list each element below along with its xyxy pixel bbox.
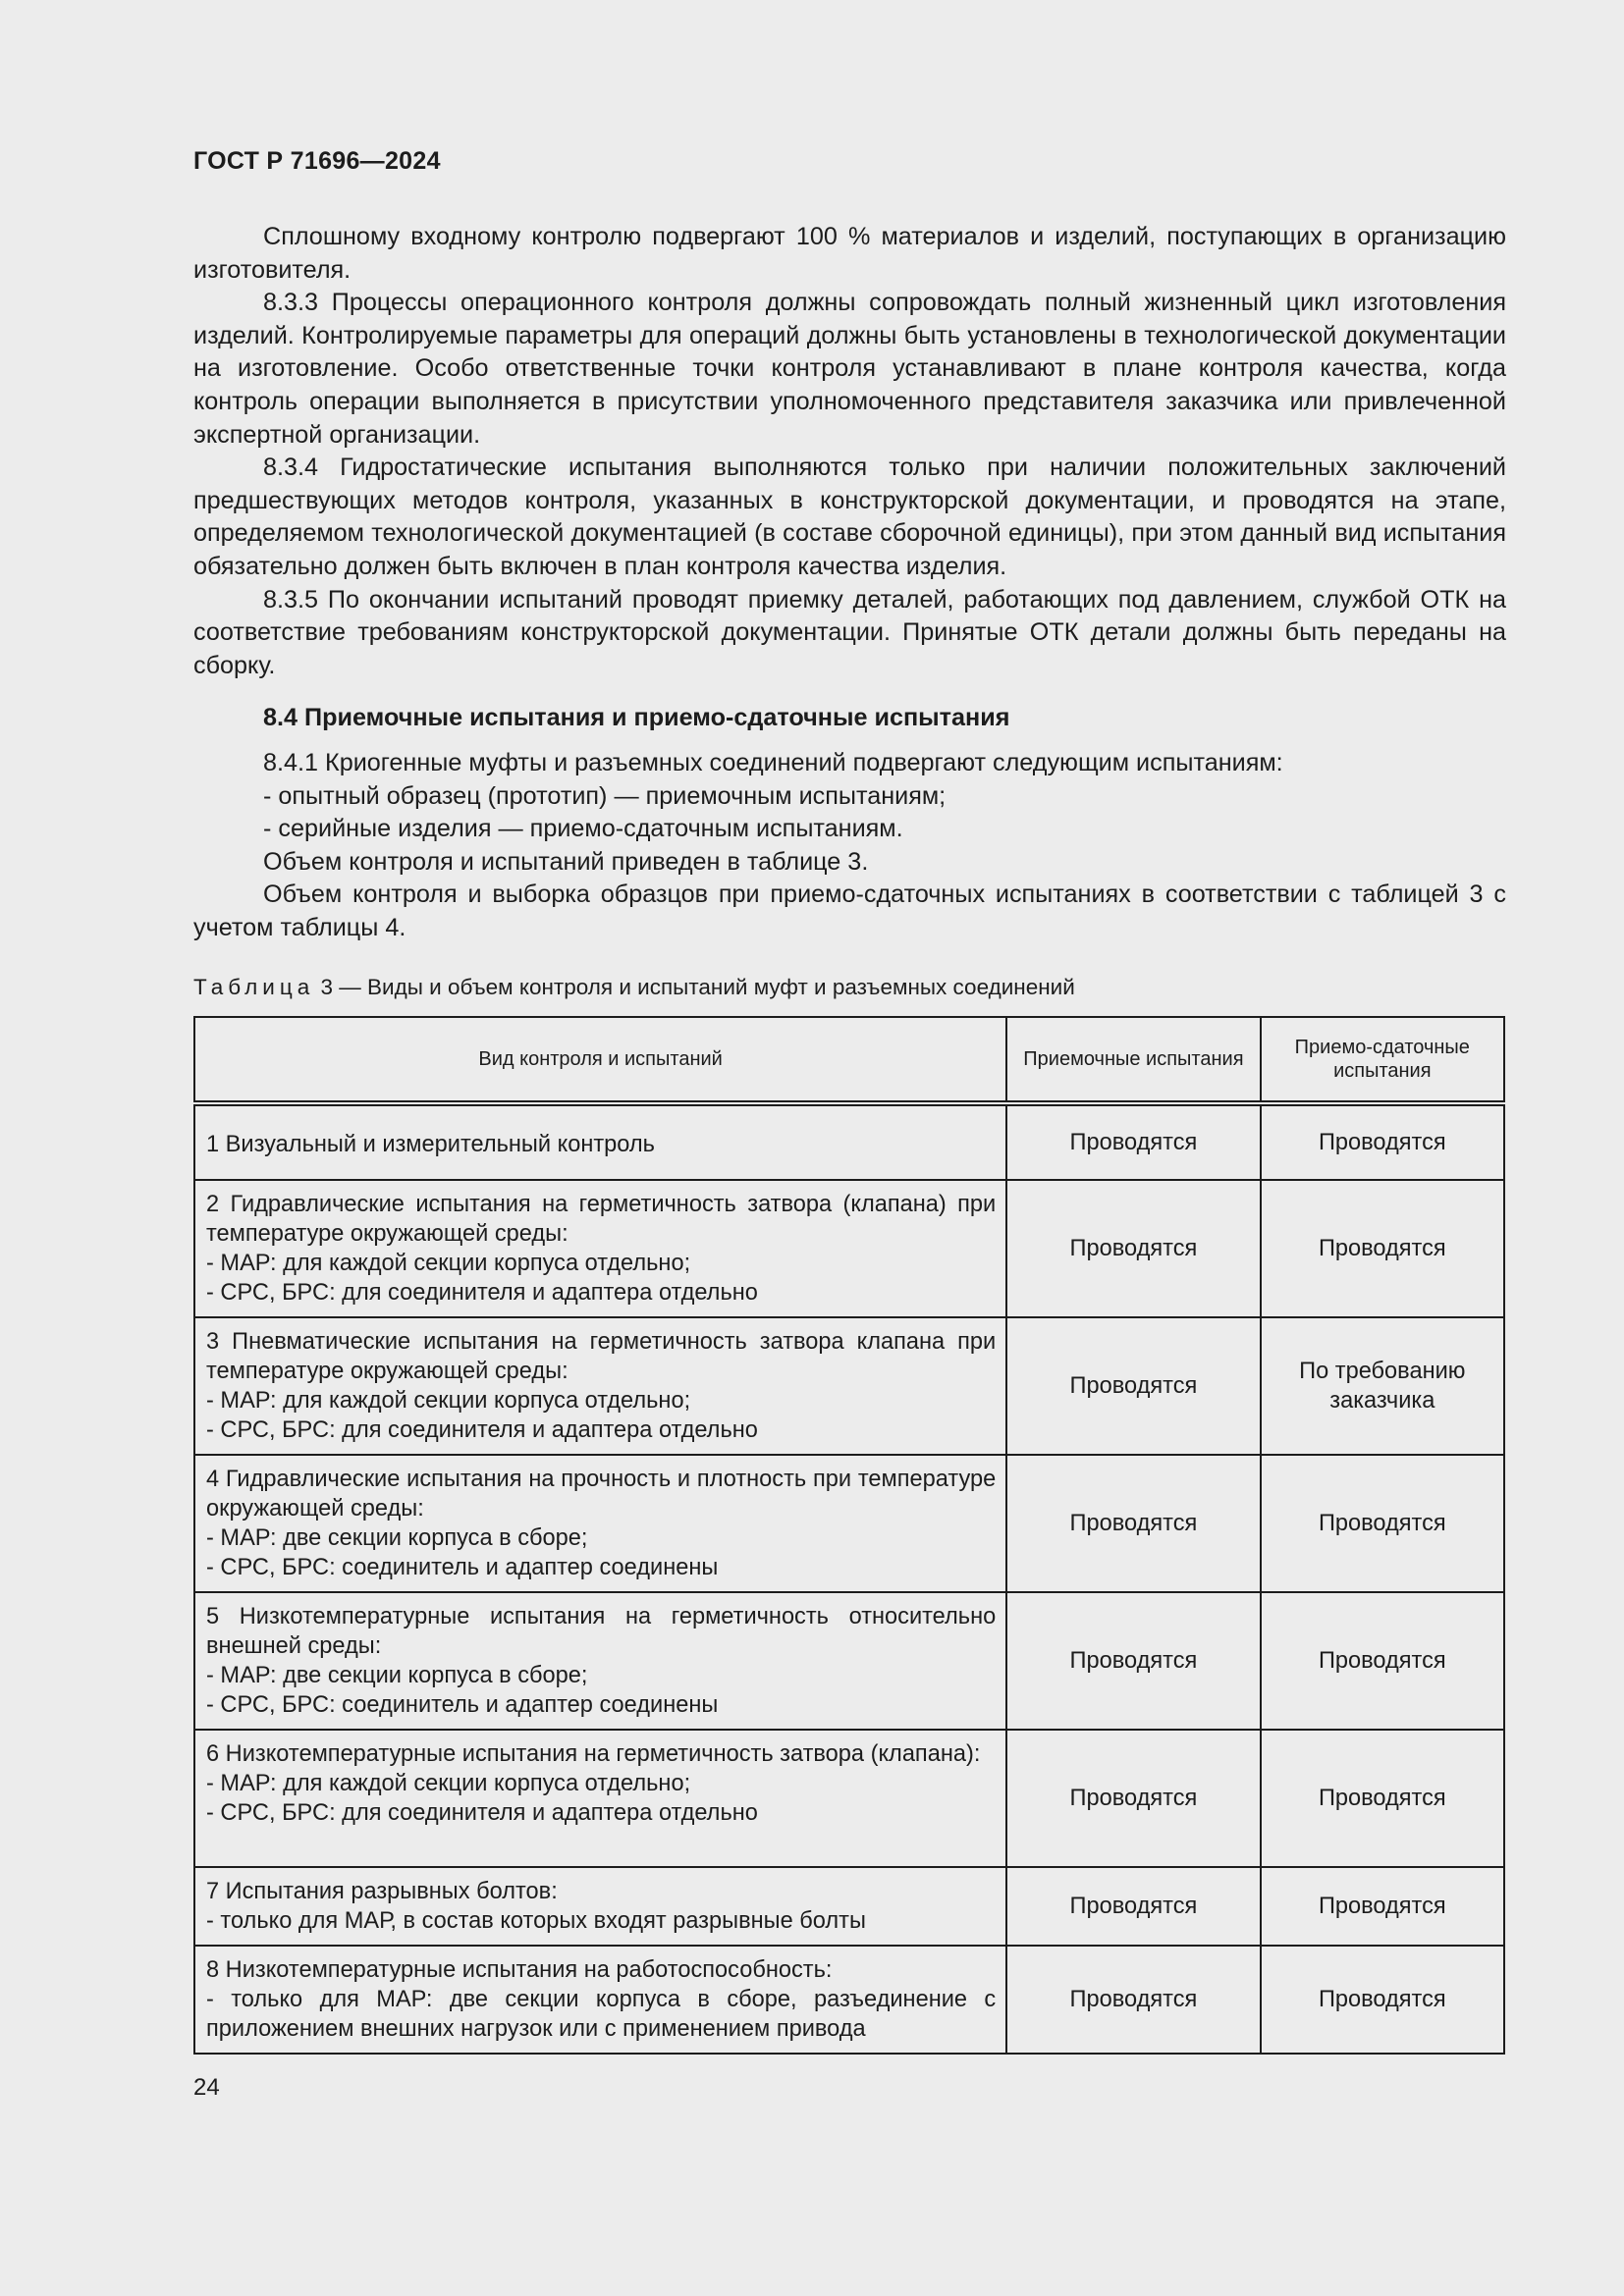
table-row — [194, 1317, 1504, 1455]
section-heading-8-4: 8.4 Приемочные испытания и приемо-сдаточные испытания — [263, 704, 1010, 732]
list-item-prototype: - опытный образец (прототип) — приемочным испытаниям; — [263, 781, 947, 810]
delivery-value: По требованию заказчика — [1261, 1317, 1504, 1455]
table-caption-text: 3 — Виды и объем контроля и испытаний муфт и разъемных соединений — [314, 975, 1075, 999]
paragraph-sample: Объем контроля и выборка образцов при приемо-сдаточных испытаниях в соответствии с таблицей 3 с учетом таблицы 4. — [193, 881, 1506, 941]
delivery-value: Проводятся — [1261, 1180, 1504, 1317]
test-description — [194, 1867, 1006, 1946]
test-line: - МАР: для каждой секции корпуса отдельно; — [206, 1251, 691, 1276]
table-caption — [193, 975, 1075, 1000]
test-description — [194, 1946, 1006, 2054]
acceptance-value: Проводятся — [1006, 1180, 1260, 1317]
paragraph-8-3-3: 8.3.3 Процессы операционного контроля должны сопровождать полный жизненный цикл изготовления изделий. Контролируемые параметры для операций должны быть установлены в технологической документации на изготовление. Особо ответственные точки контроля устанавливают в плане контроля качества, когда контроль операции выполняется в присутствии уполномоченного представителя заказчика или привлеченной экспертной организации. — [193, 289, 1506, 449]
test-line: - СРС, БРС: соединитель и адаптер соединены — [206, 1555, 719, 1580]
test-line: - только для МАР: две секции корпуса в сборе, разъединение с приложением внешних нагрузок или с применением привода — [206, 1987, 997, 2042]
delivery-value: Проводятся — [1261, 1730, 1504, 1867]
list-item-serial: - серийные изделия — приемо-сдаточным испытаниям. — [263, 815, 903, 843]
test-line: - только для МАР, в состав которых входят разрывные болты — [206, 1908, 866, 1934]
table-row — [194, 1592, 1504, 1730]
delivery-value: Проводятся — [1261, 1103, 1504, 1180]
table-row — [194, 1946, 1504, 2054]
header-delivery: Приемо-сдаточные испытания — [1261, 1017, 1504, 1103]
test-line: 7 Испытания разрывных болтов: — [206, 1879, 558, 1904]
delivery-value: Проводятся — [1261, 1946, 1504, 2054]
test-description — [194, 1317, 1006, 1455]
table-row — [194, 1455, 1504, 1592]
delivery-value: Проводятся — [1261, 1455, 1504, 1592]
test-line: - СРС, БРС: для соединителя и адаптера отдельно — [206, 1800, 758, 1826]
page-number: 24 — [193, 2074, 220, 2101]
header-test-type: Вид контроля и испытаний — [194, 1017, 1006, 1103]
test-line: 1 Визуальный и измерительный контроль — [206, 1132, 655, 1157]
acceptance-value: Проводятся — [1006, 1103, 1260, 1180]
test-description — [194, 1455, 1006, 1592]
paragraph-8-3-5: 8.3.5 По окончании испытаний проводят приемку деталей, работающих под давлением, службой ОТК на соответствие требованиям конструкторской документации. Принятые ОТК детали должны быть переданы на сборку. — [193, 585, 1506, 679]
test-line: 3 Пневматические испытания на герметичность затвора клапана при температуре окружающей среды: — [206, 1329, 997, 1384]
test-description — [194, 1103, 1006, 1180]
table-row — [194, 1180, 1504, 1317]
table-header-row — [194, 1017, 1504, 1103]
paragraph-8-4-1: 8.4.1 Криогенные муфты и разъемных соединений подвергают следующим испытаниям: — [263, 748, 1283, 776]
test-line: - МАР: для каждой секции корпуса отдельно; — [206, 1771, 691, 1796]
acceptance-value: Проводятся — [1006, 1592, 1260, 1730]
table-row — [194, 1730, 1504, 1867]
table-row — [194, 1867, 1504, 1946]
paragraph-8-3-4: 8.3.4 Гидростатические испытания выполняются только при наличии положительных заключений предшествующих методов контроля, указанных в конструкторской документации, и проводятся на этапе, определяемом технологической документацией (в составе сборочной единицы), при этом данный вид испытания обязательно должен быть включен в план контроля качества изделия. — [193, 454, 1506, 580]
paragraph-volume: Объем контроля и испытаний приведен в таблице 3. — [263, 847, 869, 876]
body-text — [193, 221, 1506, 944]
test-line: 5 Низкотемпературные испытания на герметичность относительно внешней среды: — [206, 1604, 997, 1659]
test-line: 2 Гидравлические испытания на герметичность затвора (клапана) при температуре окружающей среды: — [206, 1192, 997, 1247]
delivery-value: Проводятся — [1261, 1592, 1504, 1730]
test-line: - МАР: две секции корпуса в сборе; — [206, 1525, 588, 1551]
tests-table — [193, 1016, 1505, 2055]
acceptance-value: Проводятся — [1006, 1455, 1260, 1592]
test-line: 6 Низкотемпературные испытания на герметичность затвора (клапана): — [206, 1741, 981, 1767]
table-row — [194, 1103, 1504, 1180]
document-header: ГОСТ Р 71696—2024 — [193, 147, 441, 175]
test-line: - СРС, БРС: для соединителя и адаптера отдельно — [206, 1280, 758, 1306]
acceptance-value: Проводятся — [1006, 1946, 1260, 2054]
test-line: - СРС, БРС: для соединителя и адаптера отдельно — [206, 1417, 758, 1443]
test-description — [194, 1180, 1006, 1317]
acceptance-value: Проводятся — [1006, 1730, 1260, 1867]
acceptance-value: Проводятся — [1006, 1317, 1260, 1455]
test-line: 8 Низкотемпературные испытания на работоспособность: — [206, 1957, 833, 1983]
test-description — [194, 1730, 1006, 1867]
acceptance-value: Проводятся — [1006, 1867, 1260, 1946]
table-caption-label: Таблица — [193, 975, 315, 999]
delivery-value: Проводятся — [1261, 1867, 1504, 1946]
test-line: - МАР: две секции корпуса в сборе; — [206, 1663, 588, 1688]
paragraph-incoming-control: Сплошному входному контролю подвергают 100 % материалов и изделий, поступающих в организацию изготовителя. — [193, 223, 1506, 284]
test-line: 4 Гидравлические испытания на прочность и плотность при температуре окружающей среды: — [206, 1467, 997, 1522]
test-line: - МАР: для каждой секции корпуса отдельно; — [206, 1388, 691, 1414]
header-acceptance: Приемочные испытания — [1006, 1017, 1260, 1103]
test-line: - СРС, БРС: соединитель и адаптер соединены — [206, 1692, 719, 1718]
test-description — [194, 1592, 1006, 1730]
